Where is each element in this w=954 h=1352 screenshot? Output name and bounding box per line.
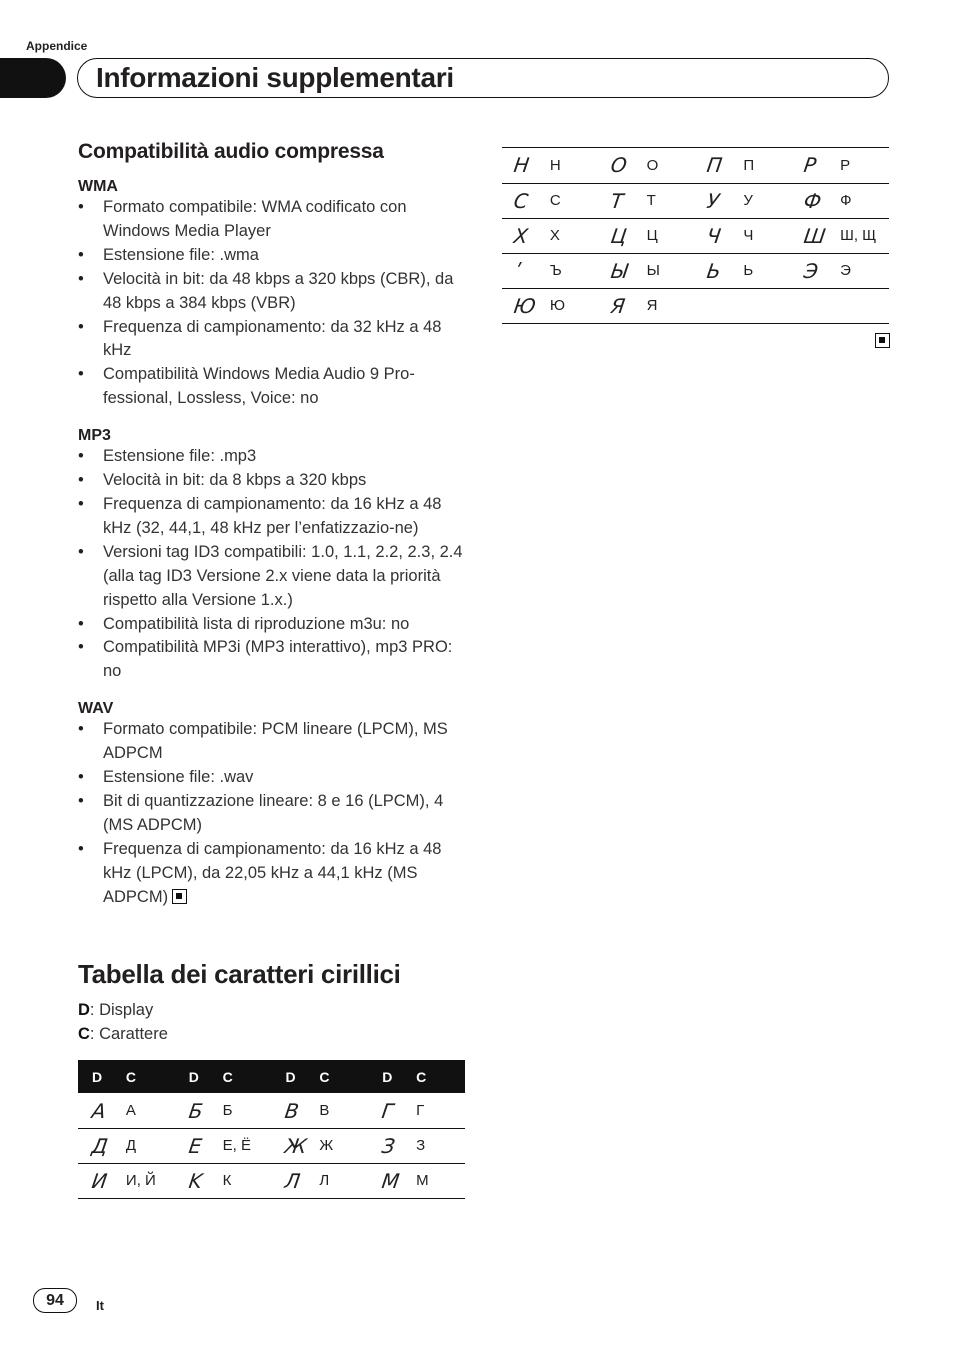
character-cell: А [126,1093,175,1128]
empty-cell [743,288,792,323]
end-of-section-icon [875,333,890,348]
display-glyph: Ы [609,258,629,283]
empty-cell [695,288,743,323]
character-cell: Л [319,1163,368,1198]
cyrillic-table-left [78,1060,465,1199]
character-cell: Р [840,148,889,183]
page-title: Informazioni supplementari [96,62,454,93]
list-item: • Formato compatibile: WMA codificato con Windows Media Player [78,196,466,244]
language-code: It [96,1298,104,1313]
character-cell: В [319,1093,368,1128]
table-row [502,288,889,323]
character-cell: Я [647,288,696,323]
character-cell: Ь [743,253,792,288]
character-cell: Ф [840,183,889,218]
character-cell: О [647,148,696,183]
display-glyph: E [187,1133,204,1158]
section-label: Appendice [26,39,88,53]
legend [78,998,466,1046]
list-item: • Velocità in bit: da 8 kbps a 320 kbps [78,469,466,493]
page-title-bar [77,58,889,98]
character-cell: Н [550,148,599,183]
list-item: • Frequenza di campionamento: da 16 kHz a 48 kHz (32, 44,1, 48 kHz per l’enfatizzazio-ne) [78,493,466,541]
character-cell: К [223,1163,272,1198]
display-glyph: Ж [283,1133,309,1158]
character-cell: Е, Ё [223,1128,272,1163]
empty-cell [840,288,889,323]
list-item: • Estensione file: .mp3 [78,445,466,469]
character-cell: М [416,1163,465,1198]
display-glyph: Ч [705,223,723,248]
display-glyph: З [380,1133,397,1158]
page-number: 94 [33,1288,77,1313]
display-glyph: Ш [802,223,828,248]
display-glyph: ʹ [512,258,522,283]
table-row [502,148,889,183]
list-item: • Estensione file: .wma [78,244,466,268]
header-d: D [368,1060,416,1093]
display-glyph: Д [90,1133,110,1158]
table-row [78,1093,465,1128]
character-cell: Ъ [550,253,599,288]
table-row [502,253,889,288]
display-glyph: B [283,1098,301,1123]
character-cell: Ч [743,218,792,253]
header-c: C [319,1060,368,1093]
empty-cell [792,288,840,323]
left-column [78,140,466,1199]
table-row [78,1163,465,1198]
wav-heading: WAV [78,700,114,718]
display-glyph: C [512,188,530,213]
display-glyph: Я [609,293,627,318]
character-cell: Т [647,183,696,218]
character-cell: Ц [647,218,696,253]
character-cell: З [416,1128,465,1163]
list-item: • Formato compatibile: PCM lineare (LPCM), MS ADPCM [78,718,466,766]
section-tab [0,58,66,98]
list-item: • Frequenza di campionamento: da 32 kHz a 48 kHz [78,316,466,364]
wma-heading: WMA [78,178,118,195]
end-of-section-icon [172,889,187,904]
character-cell: У [743,183,792,218]
header-c: C [126,1060,175,1093]
character-cell: Ы [647,253,696,288]
header-d: D [175,1060,223,1093]
list-item: • Compatibilità lista di riproduzione m3u: no [78,613,466,637]
character-cell: Б [223,1093,272,1128]
cyrillic-heading: Tabella dei caratteri cirillici [78,959,401,990]
display-glyph: A [90,1098,108,1123]
display-glyph: T [609,188,625,213]
wav-list [78,718,466,909]
table-row [502,218,889,253]
character-cell: Ж [319,1128,368,1163]
wma-list [78,196,466,411]
header-d: D [271,1060,319,1093]
display-glyph: И [90,1168,109,1193]
header-c: C [223,1060,272,1093]
cyrillic-table-right [502,147,889,324]
character-cell: П [743,148,792,183]
list-item: • Estensione file: .wav [78,766,466,790]
list-item: • Bit di quantizzazione lineare: 8 e 16 (LPCM), 4 (MS ADPCM) [78,790,466,838]
display-glyph: P [802,153,818,178]
header-c: C [416,1060,465,1093]
character-cell: Д [126,1128,175,1163]
character-cell: Г [416,1093,465,1128]
display-glyph: Э [802,258,820,283]
table-header-row [78,1060,465,1093]
display-glyph: H [512,153,531,178]
table-row [502,183,889,218]
list-item: • Compatibilità Windows Media Audio 9 Pro-fessional, Lossless, Voice: no [78,363,466,411]
character-cell: И, Й [126,1163,175,1198]
list-item [78,838,466,910]
character-cell: Х [550,218,599,253]
display-glyph: O [609,153,629,178]
list-item-text: Frequenza di campionamento: da 16 kHz a 48 kHz (LPCM), da 22,05 kHz a 44,1 kHz (MS ADPCM) [103,839,442,906]
header-d: D [78,1060,126,1093]
list-item: • Velocità in bit: da 48 kbps a 320 kbps (CBR), da 48 kbps a 384 kbps (VBR) [78,268,466,316]
character-cell: С [550,183,599,218]
list-item: • Compatibilità MP3i (MP3 interattivo), mp3 PRO: no [78,636,466,684]
display-glyph: Ф [802,188,824,213]
display-glyph: Ц [609,223,628,248]
display-glyph: Б [187,1098,205,1123]
list-item: • Versioni tag ID3 compatibili: 1.0, 1.1, 2.2, 2.3, 2.4 (alla tag ID3 Versione 2.x viene data la priorità rispetto alla Versione 1.x.) [78,541,466,613]
mp3-heading: MP3 [78,427,111,445]
display-glyph: П [705,153,725,178]
display-glyph: Ю [512,293,538,318]
mp3-list [78,445,466,684]
display-glyph: M [380,1168,402,1193]
legend-display: D: Display [78,1001,154,1020]
display-glyph: У [705,188,722,213]
table-row [78,1128,465,1163]
legend-character: C: Carattere [78,1025,168,1044]
display-glyph: Ь [705,258,723,283]
compat-heading: Compatibilità audio compressa [78,140,384,163]
character-cell: Ш, Щ [840,218,889,253]
character-cell: Э [840,253,889,288]
character-cell: Ю [550,288,599,323]
display-glyph: X [512,223,530,248]
display-glyph: Г [380,1098,396,1123]
display-glyph: Л [283,1168,303,1193]
display-glyph: K [187,1168,204,1193]
